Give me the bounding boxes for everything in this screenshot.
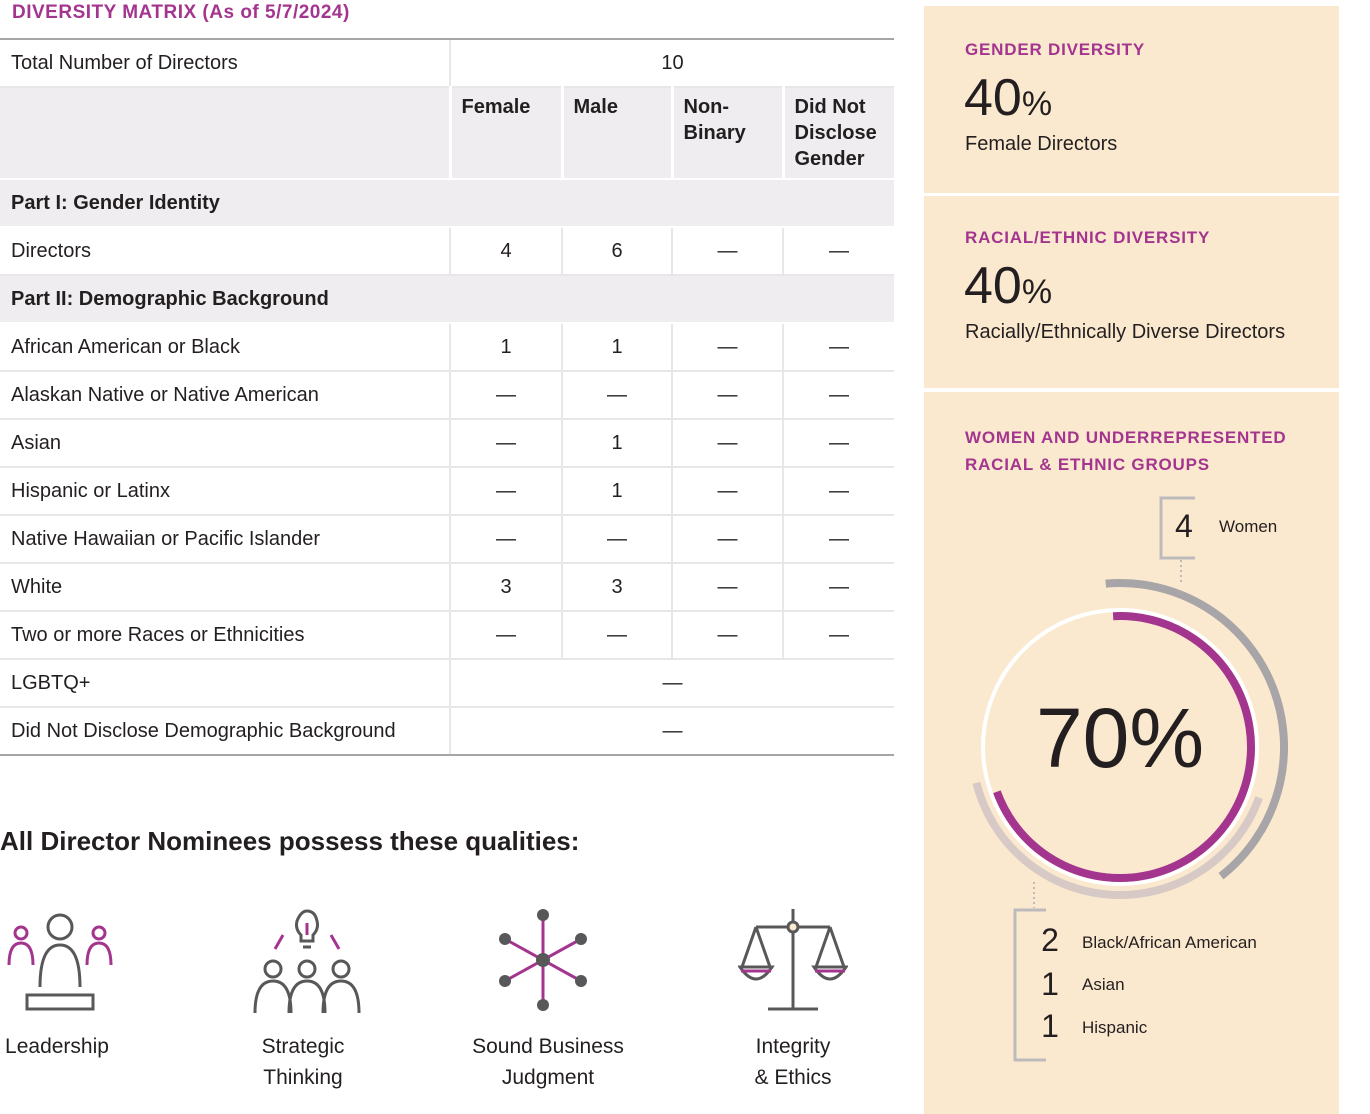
total-directors-value: 10 (450, 39, 894, 87)
racial-diversity-value: 40% (964, 257, 1053, 315)
racial-diversity-panel (924, 196, 1339, 388)
table-row: Alaskan Native or Native American — — — — (0, 371, 894, 419)
table-row: White 3 3 — — (0, 563, 894, 611)
table-row-undisclosed: Did Not Disclose Demographic Background — (0, 707, 894, 755)
network-hub-icon (443, 905, 643, 1017)
lightbulb-group-icon (207, 905, 407, 1017)
gender-diversity-value: 40% (964, 69, 1053, 127)
section-gender-identity: Part I: Gender Identity (0, 179, 894, 227)
table-row: African American or Black 1 1 — — (0, 323, 894, 371)
col-female: Female (450, 87, 562, 179)
quality-label-sound-business-judgment: Sound Business Judgment (472, 1035, 624, 1089)
col-did-not-disclose: Did Not Disclose Gender (783, 87, 894, 179)
col-male: Male (562, 87, 672, 179)
breakdown-label-black: Black/African American (1082, 933, 1257, 952)
racial-diversity-title: RACIAL/ETHNIC DIVERSITY (965, 228, 1211, 247)
table-row: Hispanic or Latinx — 1 — — (0, 467, 894, 515)
women-urg-percent: 70% (1035, 691, 1205, 785)
diversity-matrix-table (0, 38, 894, 756)
gender-diversity-title: GENDER DIVERSITY (965, 40, 1145, 59)
total-directors-label: Total Number of Directors (0, 39, 450, 87)
women-urg-title: WOMEN AND UNDERREPRESENTED RACIAL & ETHNIC GROUPS (965, 428, 1287, 474)
table-row-lgbtq: LGBTQ+ — (0, 659, 894, 707)
table-row: Two or more Races or Ethnicities — — — — (0, 611, 894, 659)
gender-diversity-subtitle: Female Directors (965, 133, 1118, 155)
women-count: 4 (1175, 508, 1193, 544)
scales-icon (693, 905, 893, 1017)
gender-diversity-panel (924, 6, 1339, 193)
col-non-binary: Non-Binary (672, 87, 783, 179)
matrix-title: DIVERSITY MATRIX (As of 5/7/2024) (12, 2, 350, 23)
quality-label-leadership: Leadership (5, 1035, 109, 1058)
table-header-row (0, 87, 894, 179)
racial-diversity-subtitle: Racially/Ethnically Diverse Directors (965, 321, 1286, 343)
table-row: Directors 4 6 — — (0, 227, 894, 275)
people-leader-icon (0, 905, 160, 1017)
breakdown-label-asian: Asian (1082, 975, 1125, 994)
quality-label-strategic-thinking: Strategic Thinking (261, 1035, 345, 1089)
breakdown-count-hispanic: 1 (1041, 1008, 1059, 1044)
qualities-title: All Director Nominees possess these qualities: (0, 826, 580, 856)
table-row: Native Hawaiian or Pacific Islander — — — — (0, 515, 894, 563)
quality-label-integrity-ethics: Integrity & Ethics (754, 1035, 832, 1089)
breakdown-count-black: 2 (1041, 922, 1059, 958)
table-row: Asian — 1 — — (0, 419, 894, 467)
table-row-total (0, 39, 894, 87)
breakdown-count-asian: 1 (1041, 966, 1059, 1002)
section-demographic-background: Part II: Demographic Background (0, 275, 894, 323)
women-label: Women (1219, 517, 1278, 536)
breakdown-label-hispanic: Hispanic (1082, 1018, 1148, 1037)
